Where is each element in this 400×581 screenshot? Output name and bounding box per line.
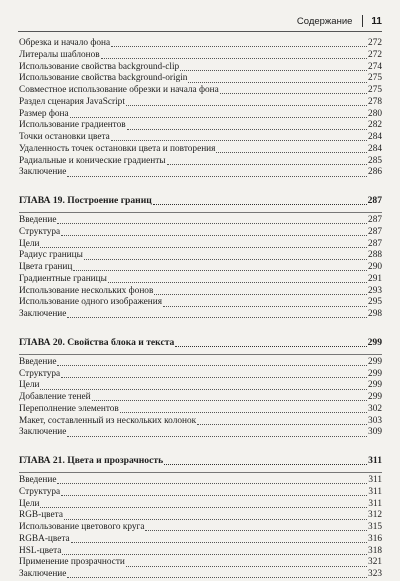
toc-entry (19, 132, 382, 144)
leader-dots (101, 51, 367, 60)
toc-entry-title: Градиентные границы (19, 273, 107, 284)
toc-entry (19, 309, 382, 321)
leader-dots (57, 476, 367, 485)
leader-dots (167, 157, 368, 166)
toc-entry-page: 318 (368, 545, 382, 556)
toc-entry (19, 534, 382, 546)
leader-dots (164, 456, 367, 466)
toc-entry-page: 299 (368, 380, 382, 391)
toc-entry-page: 284 (368, 143, 382, 154)
toc-entry (19, 416, 382, 428)
toc-entry-page: 274 (368, 61, 382, 72)
leader-dots (126, 559, 367, 568)
toc-entry-page: 299 (368, 368, 382, 379)
chapter-title: ГЛАВА 21. Цвета и прозрачность (19, 455, 164, 466)
toc-entry-page: 321 (368, 557, 382, 568)
toc-entry (19, 546, 382, 558)
leader-dots (126, 98, 367, 107)
toc-entry-title: Структура (19, 486, 61, 497)
toc-entry (19, 499, 382, 511)
toc-entry-page: 295 (368, 297, 382, 308)
toc-entry-page: 278 (368, 96, 382, 107)
leader-dots (67, 429, 367, 438)
toc-entry-page: 288 (368, 250, 382, 261)
toc-entry-title: Размер фона (19, 108, 69, 119)
chapter-page-number: 311 (368, 455, 382, 466)
toc-entry-title: Литералы шаблонов (19, 49, 100, 60)
toc-entry (19, 522, 382, 534)
leader-dots (73, 263, 367, 272)
toc-entry-title: Введение (19, 475, 57, 485)
leader-dots (67, 169, 367, 178)
toc-entry-title: RGB-цвета (19, 510, 63, 521)
leader-dots (70, 110, 367, 119)
toc-entry (19, 50, 382, 62)
leader-dots (40, 382, 367, 391)
leader-dots (154, 287, 367, 296)
toc-entry-title: Обрезка и начало фона (19, 38, 111, 48)
toc-entry-title: Использование одного изображения (19, 297, 162, 308)
header-rule (18, 31, 382, 32)
toc-entry-title: Радиус границы (19, 250, 83, 261)
leader-dots (188, 75, 367, 84)
toc-entry-title: Структура (19, 226, 61, 237)
toc-entry (19, 239, 382, 251)
toc-entry-page: 311 (368, 486, 382, 497)
toc-entry-title: Цели (19, 380, 40, 391)
chapter-heading (19, 454, 382, 468)
chapter-title: ГЛАВА 20. Свойства блока и текста (19, 336, 175, 348)
toc-entry-title: Заключение (19, 569, 67, 579)
chapter-rule (19, 354, 382, 355)
toc-entry-title: Заключение (19, 167, 67, 178)
toc-entry-title: Использование свойства background-origin (19, 73, 188, 84)
leader-dots (92, 393, 367, 402)
toc-entry-page: 275 (368, 85, 382, 95)
leader-dots (84, 252, 367, 261)
toc-entry-page: 312 (368, 510, 382, 521)
toc-entry-page: 298 (368, 309, 382, 319)
toc-entry-page: 272 (368, 49, 382, 60)
toc-entry-title: Раздел сценария JavaScript (19, 96, 125, 107)
toc-entry (19, 38, 382, 50)
toc-entry-title: Цели (19, 498, 40, 509)
toc-entry-page: 285 (368, 155, 382, 166)
toc-entry-title: RGBA-цвета (19, 533, 70, 544)
toc-entry-title: Использование цветового круга (19, 522, 145, 532)
toc-entry-page: 299 (368, 392, 382, 402)
chapter-title: ГЛАВА 19. Построение границ (19, 195, 152, 206)
toc-entry-title: Использование нескольких фонов (19, 285, 154, 296)
toc-entry (19, 215, 382, 227)
header-separator (362, 15, 363, 27)
leader-dots (61, 488, 367, 497)
running-header (18, 14, 382, 28)
leader-dots (62, 547, 367, 556)
toc-entry (19, 369, 382, 381)
toc-entry-page: 323 (368, 569, 382, 579)
toc-entry (19, 475, 382, 487)
toc-entry (19, 297, 382, 309)
toc-entry-page: 299 (368, 356, 382, 367)
table-of-contents (19, 38, 382, 581)
toc-entry-title: Удаленность точек остановки цвета и повторения (19, 143, 216, 154)
toc-entry-title: Совместное использование обрезки и начала фона (19, 85, 219, 95)
toc-entry (19, 85, 382, 97)
toc-entry (19, 274, 382, 286)
leader-dots (220, 86, 367, 95)
toc-entry (19, 392, 382, 404)
toc-entry (19, 427, 382, 439)
toc-entry (19, 487, 382, 499)
toc-entry-title: Радиальные и конические градиенты (19, 155, 166, 166)
leader-dots (111, 133, 367, 142)
leader-dots (40, 240, 367, 249)
leader-dots (127, 122, 367, 131)
toc-entry-page: 287 (368, 215, 382, 225)
leader-dots (153, 196, 367, 206)
toc-entry (19, 557, 382, 569)
toc-entry-title: Макет, составленный из нескольких колонок (19, 415, 197, 426)
leader-dots (120, 405, 367, 414)
running-header-section: Содержание (296, 15, 353, 27)
leader-dots (180, 63, 367, 72)
toc-entry-title: Заключение (19, 427, 67, 438)
toc-entry (19, 62, 382, 74)
toc-entry-title: Цели (19, 238, 40, 249)
leader-dots (197, 417, 367, 426)
toc-entry-page: 275 (368, 73, 382, 84)
leader-dots (57, 358, 367, 367)
leader-dots (61, 228, 367, 237)
toc-entry (19, 262, 382, 274)
leader-dots (61, 370, 367, 379)
toc-entry-title: HSL-цвета (19, 545, 62, 556)
toc-entry (19, 156, 382, 168)
toc-entry-title: Цвета границ (19, 262, 73, 272)
leader-dots (216, 145, 367, 154)
chapter-rule (19, 472, 382, 473)
toc-entry-page: 309 (368, 427, 382, 438)
leader-dots (71, 535, 367, 544)
toc-entry-title: Применение прозрачности (19, 557, 125, 568)
leader-dots (111, 39, 367, 48)
toc-entry-page: 284 (368, 132, 382, 142)
toc-entry (19, 120, 382, 132)
toc-entry (19, 357, 382, 369)
toc-entry (19, 510, 382, 522)
toc-entry-page: 316 (368, 533, 382, 544)
toc-entry (19, 97, 382, 109)
toc-entry-page: 287 (368, 226, 382, 237)
chapter-heading (19, 194, 382, 208)
leader-dots (57, 216, 367, 225)
toc-entry-page: 311 (368, 475, 382, 485)
leader-dots (40, 500, 367, 509)
leader-dots (163, 299, 367, 308)
toc-entry-title: Добавление теней (19, 392, 91, 402)
chapter-rule (19, 212, 382, 213)
chapter-page-number: 299 (367, 336, 382, 348)
toc-entry (19, 380, 382, 392)
toc-entry-page: 302 (368, 403, 382, 414)
leader-dots (64, 512, 367, 521)
toc-entry-title: Введение (19, 356, 57, 367)
toc-entry (19, 109, 382, 121)
toc-entry-page: 315 (368, 522, 382, 532)
toc-entry-title: Использование свойства background-clip (19, 61, 180, 72)
toc-entry (19, 144, 382, 156)
toc-entry-page: 287 (368, 238, 382, 249)
toc-entry-page: 272 (368, 38, 382, 48)
toc-entry-title: Введение (19, 215, 57, 225)
leader-dots (67, 570, 367, 579)
leader-dots (108, 275, 367, 284)
leader-dots (145, 523, 367, 532)
leader-dots (175, 338, 366, 348)
toc-entry (19, 167, 382, 179)
toc-entry-title: Использование градиентов (19, 120, 126, 131)
chapter-page-number: 287 (367, 195, 382, 206)
chapter-heading (19, 336, 382, 350)
toc-entry-page: 303 (368, 415, 382, 426)
toc-entry-page: 311 (368, 498, 382, 509)
toc-entry-page: 291 (368, 273, 382, 284)
toc-entry-page: 280 (368, 108, 382, 119)
toc-entry-title: Заключение (19, 309, 67, 319)
toc-entry-title: Переполнение элементов (19, 403, 119, 414)
leader-dots (67, 310, 367, 319)
toc-entry-page: 290 (368, 262, 382, 272)
toc-entry (19, 404, 382, 416)
toc-entry-title: Точки остановки цвета (19, 132, 110, 142)
toc-entry-page: 293 (368, 285, 382, 296)
toc-entry (19, 227, 382, 239)
toc-entry (19, 250, 382, 262)
toc-entry (19, 73, 382, 85)
toc-entry-title: Структура (19, 368, 61, 379)
toc-entry-page: 282 (368, 120, 382, 131)
toc-entry (19, 286, 382, 298)
page-number: 11 (371, 15, 382, 27)
toc-entry-page: 286 (368, 167, 382, 178)
